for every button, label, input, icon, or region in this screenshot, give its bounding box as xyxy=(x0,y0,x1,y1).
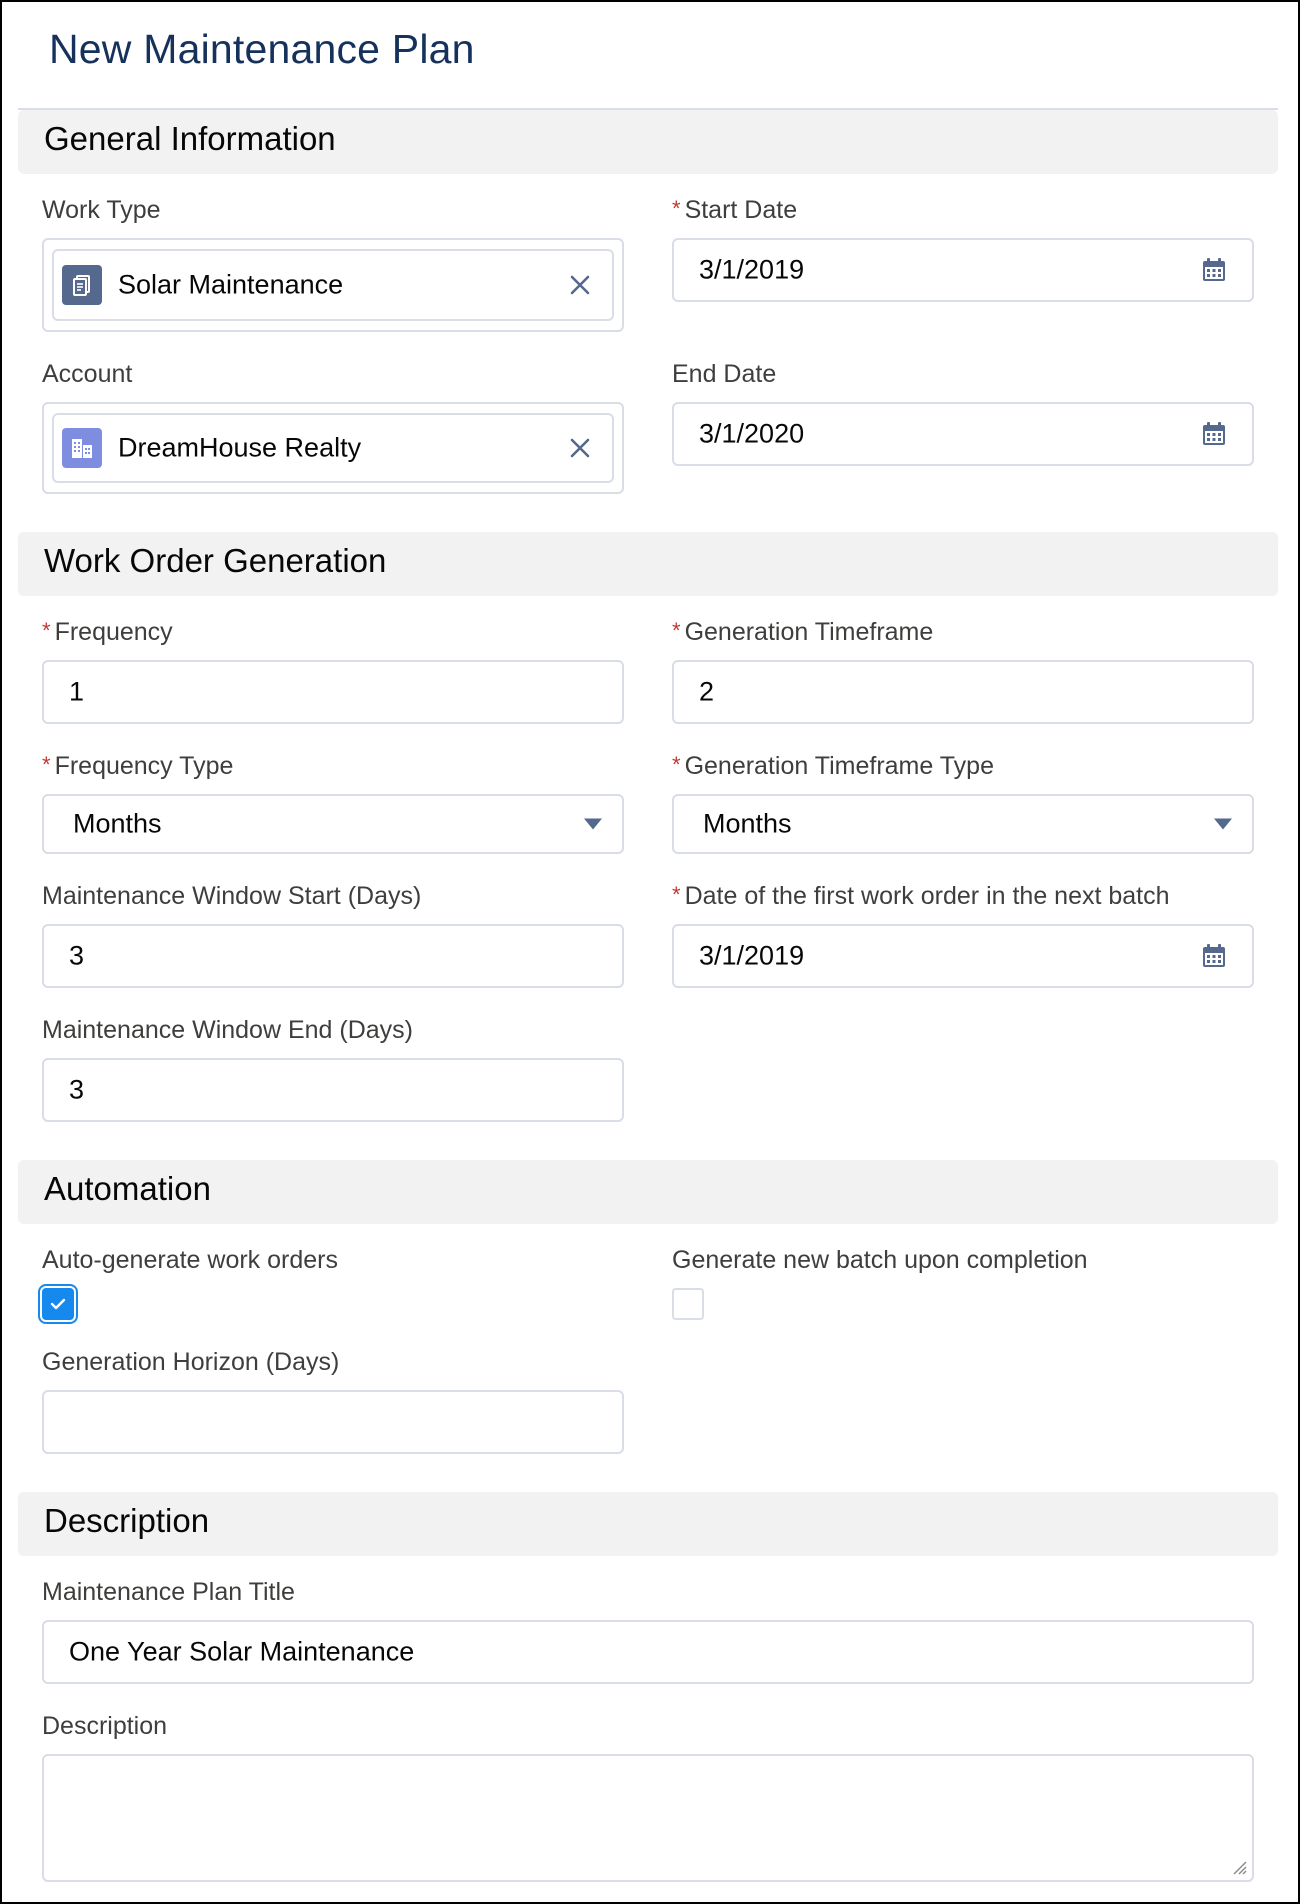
work-type-icon xyxy=(62,265,102,305)
clear-account-icon[interactable] xyxy=(566,434,594,462)
first-work-order-date-label: * Date of the first work order in the next batch xyxy=(672,882,1170,910)
work-type-pill xyxy=(52,249,614,321)
calendar-icon[interactable] xyxy=(1200,256,1228,284)
section-general-information xyxy=(18,110,1278,174)
calendar-icon[interactable] xyxy=(1200,942,1228,970)
description-textarea[interactable] xyxy=(42,1754,1254,1882)
work-type-value: Solar Maintenance xyxy=(118,269,344,300)
section-title: Description xyxy=(44,1502,210,1539)
generation-horizon-input[interactable] xyxy=(42,1390,624,1454)
account-lookup[interactable] xyxy=(42,402,624,494)
new-batch-checkbox[interactable] xyxy=(672,1288,704,1320)
generation-timeframe-type-select[interactable]: Months xyxy=(672,794,1254,854)
checkmark-icon xyxy=(44,1290,72,1318)
plan-title-label: Maintenance Plan Title xyxy=(42,1578,295,1606)
end-date-label: End Date xyxy=(672,360,777,388)
window-end-label: Maintenance Window End (Days) xyxy=(42,1016,413,1044)
chevron-down-icon xyxy=(1214,819,1232,830)
generation-timeframe-input[interactable]: 2 xyxy=(672,660,1254,724)
account-building-icon xyxy=(62,428,102,468)
auto-generate-label: Auto-generate work orders xyxy=(42,1246,338,1274)
work-type-lookup[interactable] xyxy=(42,238,624,332)
chevron-down-icon xyxy=(584,819,602,830)
clear-work-type-icon[interactable] xyxy=(566,271,594,299)
start-date-input[interactable]: 3/1/2019 xyxy=(672,238,1254,302)
first-work-order-date-input[interactable]: 3/1/2019 xyxy=(672,924,1254,988)
window-start-input[interactable]: 3 xyxy=(42,924,624,988)
section-automation xyxy=(18,1160,1278,1224)
section-description xyxy=(18,1492,1278,1556)
section-title: Work Order Generation xyxy=(44,542,387,579)
frequency-label: * Frequency xyxy=(42,618,173,646)
generation-horizon-label: Generation Horizon (Days) xyxy=(42,1348,340,1376)
end-date-input[interactable]: 3/1/2020 xyxy=(672,402,1254,466)
resize-handle-icon[interactable] xyxy=(1230,1858,1248,1876)
plan-title-input[interactable]: One Year Solar Maintenance xyxy=(42,1620,1254,1684)
new-batch-label: Generate new batch upon completion xyxy=(672,1246,1088,1274)
page-title: New Maintenance Plan xyxy=(49,26,475,72)
section-title: Automation xyxy=(44,1170,211,1207)
work-type-label: Work Type xyxy=(42,196,161,224)
window-end-input[interactable]: 3 xyxy=(42,1058,624,1122)
account-label: Account xyxy=(42,360,133,388)
auto-generate-checkbox[interactable] xyxy=(42,1288,74,1320)
generation-timeframe-type-label: * Generation Timeframe Type xyxy=(672,752,994,780)
start-date-label: * Start Date xyxy=(672,196,798,224)
generation-timeframe-label: * Generation Timeframe xyxy=(672,618,934,646)
frequency-type-label: * Frequency Type xyxy=(42,752,234,780)
section-work-order-generation xyxy=(18,532,1278,596)
frequency-input[interactable]: 1 xyxy=(42,660,624,724)
account-value: DreamHouse Realty xyxy=(118,432,362,463)
calendar-icon[interactable] xyxy=(1200,420,1228,448)
description-label: Description xyxy=(42,1712,168,1740)
window-start-label: Maintenance Window Start (Days) xyxy=(42,882,422,910)
account-pill xyxy=(52,413,614,483)
section-title: General Information xyxy=(44,120,336,157)
frequency-type-select[interactable]: Months xyxy=(42,794,624,854)
